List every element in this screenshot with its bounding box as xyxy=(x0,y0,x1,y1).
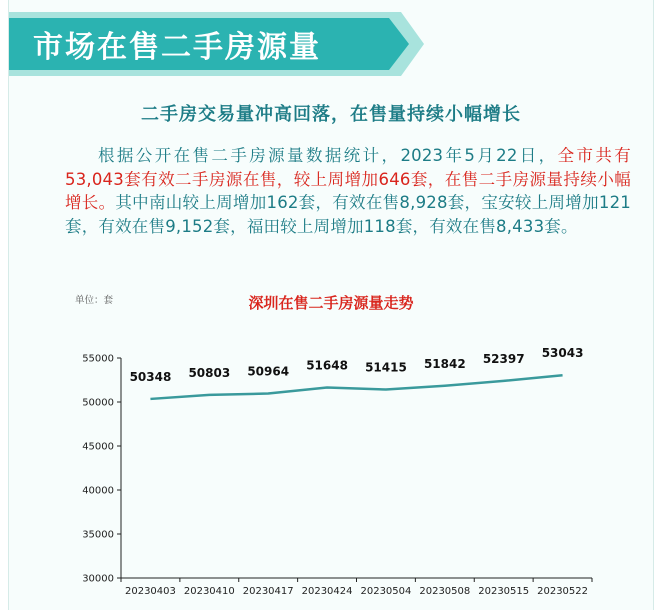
y-tick-label: 50000 xyxy=(82,397,114,409)
data-label: 50348 xyxy=(129,369,172,384)
data-label: 53043 xyxy=(541,346,584,361)
paragraph-intro: 根据公开在售二手房源量数据统计，2023年5月22日， xyxy=(98,146,558,165)
x-tick-label: 20230504 xyxy=(360,586,412,597)
paragraph-rest: 其中南山较上周增加162套，有效在售8,928套，宝安较上周增加121套，有效在售9,152套，福田较上周增加118套，有效在售8,433套。 xyxy=(65,193,631,236)
x-tick-label: 20230522 xyxy=(537,586,589,597)
x-tick-label: 20230410 xyxy=(183,586,235,597)
chart-title: 深圳在售二手房源量走势 xyxy=(248,294,414,312)
x-tick-label: 20230508 xyxy=(419,586,471,597)
paragraph-highlight: 全市共有53,043套有效二手房源在售，较上周增加646套，在售二手房源量持续小幅增长。 xyxy=(65,146,631,212)
x-tick-label: 20230424 xyxy=(301,586,353,597)
x-tick-label: 20230403 xyxy=(124,586,176,597)
y-tick-label: 40000 xyxy=(82,485,114,497)
x-tick-label: 20230417 xyxy=(242,586,294,597)
chart-unit-label: 单位：套 xyxy=(75,295,114,306)
page-title: 市场在售二手房源量 xyxy=(33,30,321,65)
y-tick-label: 35000 xyxy=(82,529,114,541)
y-tick-label: 45000 xyxy=(82,441,114,453)
article-subtitle: 二手房交易量冲高回落，在售量持续小幅增长 xyxy=(141,104,521,125)
data-label: 51842 xyxy=(423,356,466,371)
y-tick-label: 55000 xyxy=(82,353,114,365)
x-tick-label: 20230515 xyxy=(478,586,530,597)
data-label: 50803 xyxy=(188,365,231,380)
data-label: 51648 xyxy=(306,358,348,373)
data-label: 52397 xyxy=(482,351,525,366)
y-tick-label: 30000 xyxy=(82,573,114,585)
data-label: 51415 xyxy=(365,360,407,375)
data-label: 50964 xyxy=(247,364,290,379)
